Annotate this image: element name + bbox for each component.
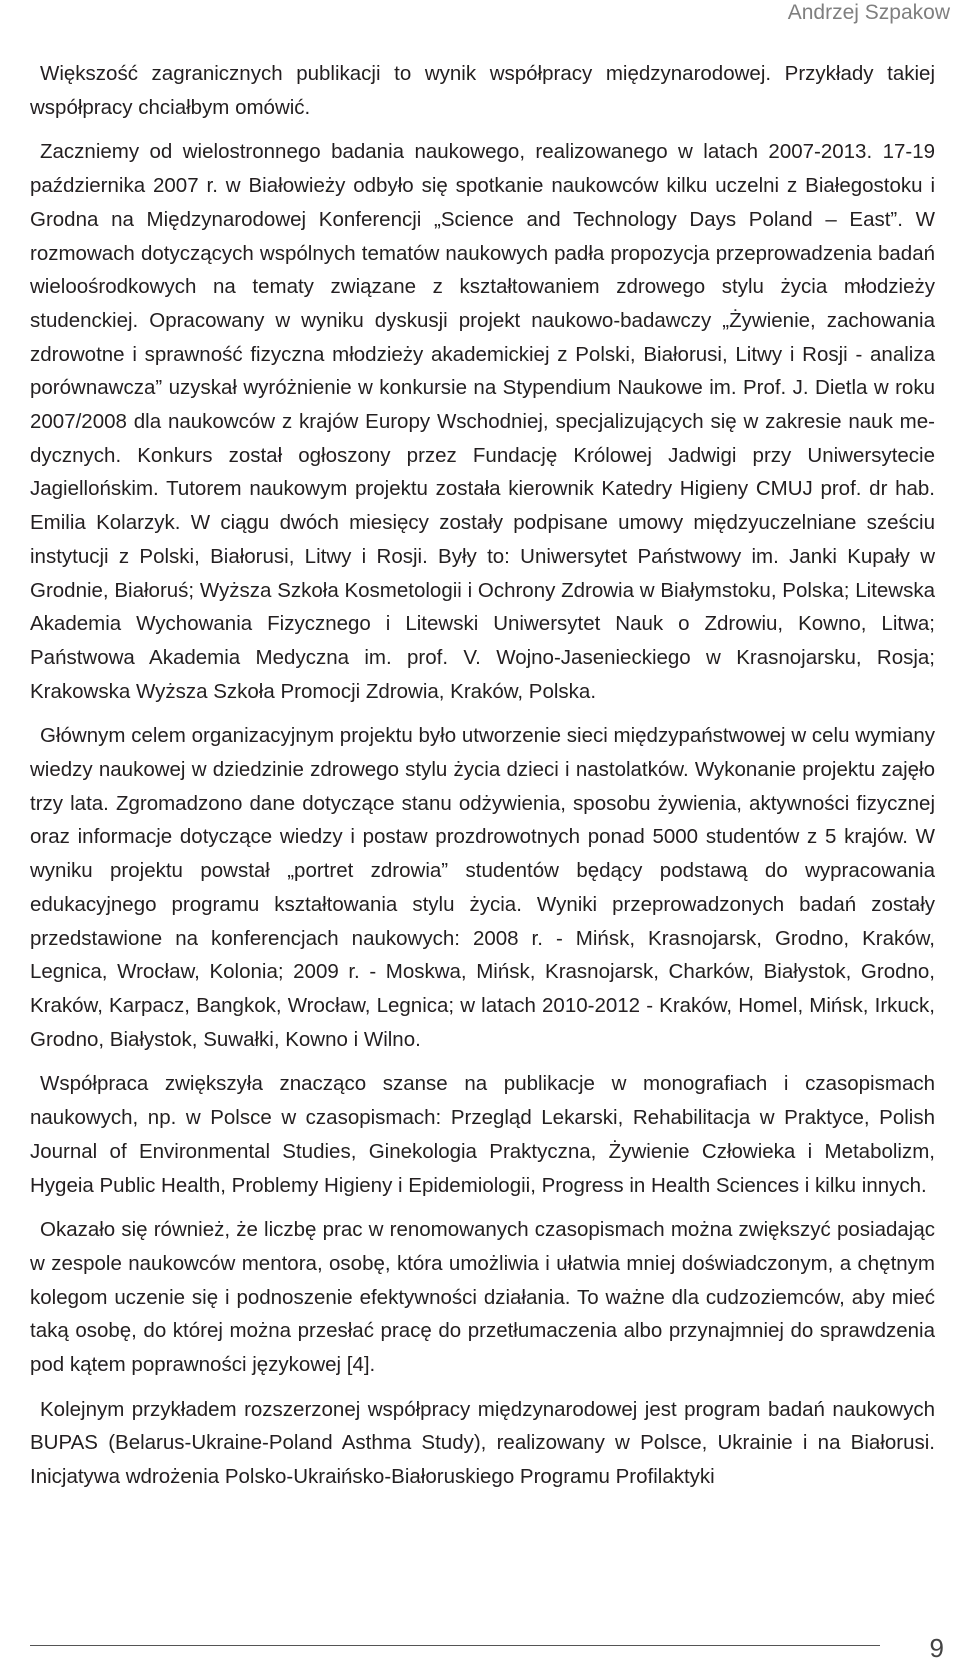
paragraph-intro: Większość zagranicznych publikacji to wynik współpracy międzynarodowej. Przykłady takiej współpracy chciałbym omówić.: [30, 62, 935, 119]
running-header-author: Andrzej Szpakow: [787, 1, 950, 24]
paragraph-publications: Współpraca zwiększyła znacząco szanse na publikacje w monografiach i czasopismach naukowych, np. w Polsce w czasopismach: Przegląd Lekarski, Rehabilitacja w Praktyce, Polish Journal of Environmental Studies, Ginekologia Praktyczna, Żywienie Człowieka i Metabolizm, Hygeia Public Health, Problemy Higieny i Epidemiologii, Progress in Health Sciences i kilku innych.: [30, 1072, 935, 1197]
footer-rule: [30, 1645, 880, 1646]
page-number: 9: [929, 1633, 944, 1663]
paragraph-project-goal: Głównym celem organizacyjnym projektu było utworzenie sieci międzypaństwowej w celu wymiany wiedzy naukowej w dziedzinie zdrowego stylu życia dzieci i nastolatków. Wykonanie projektu zajęło trzy lata. Zgromadzono dane dotyczące stanu odżywienia, sposobu żywienia, aktywności fizycznej oraz informacje dotyczące wiedzy i postaw prozdrowotnych ponad 5000 studentów z 5 krajów. W wyniku projektu powstał „portret zdrowia” studentów będący podstawą do wypracowania edukacyjnego programu kształtowania stylu życia. Wyniki przeprowadzonych badań zostały przedstawione na konferencjach naukowych: 2008 r. - Mińsk, Krasnojarsk, Grodno, Kraków, Legnica, Wrocław, Kolonia; 2009 r. - Moskwa, Mińsk, Krasnojarsk, Charków, Białystok, Grodno, Kraków, Karpacz, Bangkok, Wrocław, Legnica; w latach 2010-2012 - Kraków, Homel, Mińsk, Irkuck, Grodno, Białystok, Suwałki, Kowno i Wilno.: [30, 724, 935, 1051]
paragraph-bupas: Kolejnym przykładem rozszerzonej współpracy międzynarodowej jest program badań naukowych BUPAS (Belarus-Ukraine-Poland Asthma Study), realizowany w Polsce, Ukrainie i na Białorusi. Inicjatywa wdrożenia Polsko-Ukraińsko-Białoruskiego Programu Profilaktyki: [30, 1397, 935, 1489]
paragraph-mentor: Okazało się również, że liczbę prac w renomowanych czasopismach można zwiększyć posiadając w zespole naukowców mentora, osobę, która umożliwia i ułatwia mniej doświadczonym, a chętnym kolegom uczenie się i podnoszenie efektywności działania. To ważne dla cudzoziemców, aby mieć taką osobę, do której można przesłać pracę do przetłumaczenia albo przynajmniej do sprawdzenia pod kątem poprawności językowej [4].: [30, 1218, 935, 1377]
paragraph-multicenter-study: Zaczniemy od wielostronnego badania naukowego, realizowanego w latach 2007-2013. 17-19 października 2007 r. w Białowieży odbyło się spotkanie naukowców kilku uczelni z Białegostoku i Grodna na Międzynarodowej Konferencji „Science and Technology Days Poland – East”. W rozmowach dotyczących wspólnych tematów naukowych padła propozycja przeprowadzenia badań wieloośrodkowych na tematy związane z kształtowaniem zdrowego stylu życia młodzieży studenckiej. Opracowany w wyniku dyskusji projekt naukowo-badawczy „Żywienie, zachowania zdrowotne i sprawność fizyczna młodzieży akademickiej z Polski, Białorusi, Litwy i Rosji - analiza porównawcza” uzyskał wyróżnienie w konkursie na Stypendium Naukowe im. Prof. J. Dietla w roku 2007/2008 dla naukowców z krajów Europy Wschodniej, specjalizujących się w zakresie nauk medycznych. Konkurs został ogłoszony przez Fundację Królowej Jadwigi przy Uniwersytecie Jagiellońskim. Tutorem naukowym projektu została kierownik Katedry Higieny CMUJ prof. dr hab. Emilia Kolarzyk. W ciągu dwóch miesięcy zostały podpisane umowy międzyuczelniane sześciu instytucji z Polski, Białorusi, Litwy i Rosji. Były to: Uniwersytet Państwowy im. Janki Kupały w Grodnie, Białoruś; Wyższa Szkoła Kosmetologii i Ochrony Zdrowia w Białymstoku, Polska; Litewska Akademia Wychowania Fizycznego i Litewski Uniwersytet Nauk o Zdrowiu, Kowno, Litwa; Państwowa Akademia Medyczna im. prof. V. Wojno-Jasenieckiego w Krasnojarsku, Rosja; Krakowska Wyższa Szkoła Promocji Zdrowia, Kraków, Polska.: [30, 140, 935, 703]
body-text: [30, 57, 935, 1505]
